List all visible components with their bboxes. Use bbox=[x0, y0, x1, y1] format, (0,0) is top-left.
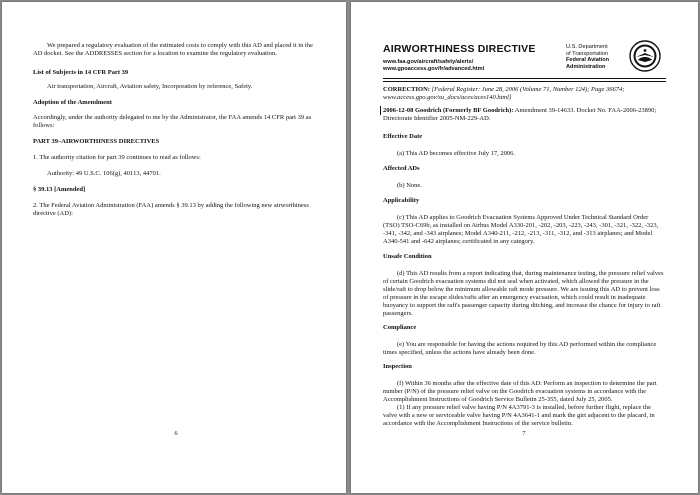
page-number: 6 bbox=[174, 430, 178, 437]
correction-ref: [Federal Register: June 28, 2006 (Volume 71, Number 124); Page 36674; bbox=[431, 86, 625, 93]
authority-text: Authority: 49 U.S.C. 106(g), 40113, 44701. bbox=[47, 170, 161, 177]
effective-date-text: (a) This AD becomes effective July 17, 2006. bbox=[397, 150, 515, 157]
faa-line-1: Federal Aviation bbox=[566, 57, 610, 64]
part-39-heading: PART 39–AIRWORTHINESS DIRECTIVES bbox=[33, 138, 160, 145]
applicability-heading: Applicability bbox=[383, 197, 420, 204]
airworthiness-directive-title: AIRWORTHINESS DIRECTIVE bbox=[383, 43, 536, 55]
dot-line-1: U.S. Department bbox=[566, 44, 608, 50]
header-rule-bottom bbox=[383, 81, 666, 82]
subjects-heading: List of Subjects in 14 CFR Part 39 bbox=[33, 69, 129, 76]
applicability-text: (c) This AD applies to Goodrich Evacuation Systems Approved Under Technical Standard Order (TSO) TSO-C69b, as installed on Airbus Model A330-201, -202, -203, -223, -243, -301, -321, -322, -323, -341, -342, and -343 airplanes; Model A340-211, -212, -213, -311, -312, and -313 airplanes; and Model A340-541 and -642 airplanes; certificated in any category. bbox=[383, 214, 659, 245]
dot-faa-label bbox=[566, 44, 628, 70]
compliance-text: (e) You are responsible for having the actions required by this AD performed within the compliance times specified, unless the actions have already been done. bbox=[383, 341, 657, 356]
correction-url[interactable]: www.access.gpo.gov/su_docs/aces/aces140.html] bbox=[383, 94, 512, 101]
regulatory-evaluation-paragraph: We prepared a regulatory evaluation of the estimated costs to comply with this AD and placed it in the AD docket. See the ADDRESSES section for a location to examine the regulatory evaluation. bbox=[33, 42, 313, 57]
dot-seal-icon bbox=[629, 40, 661, 72]
ad-number: 2006-12-08 Goodrich (Formerly BF Goodrich): bbox=[383, 107, 514, 114]
correction-note bbox=[383, 86, 666, 102]
inspection-text-1: (1) If any pressure relief valve having P/N 4A3791-3 is installed, before further flight, replace the valve with a new or serviceable valve having P/N 4A3641-1 and mark the girt adjacent to the placard, in accordance with the Accomplishment Instructions of the service bulletin. bbox=[383, 404, 655, 427]
unsafe-condition-text: (d) This AD results from a report indicating that, during maintenance testing, the pressure relief valves of certain Goodrich evacuation systems did not seal when activated, which allowed the pressure in the slide/raft to drop below the minimum allowable raft mode pressure. We are issuing this AD to prevent loss of pressure in the escape slides/rafts after an emergency evacuation, which could result in inadequate buoyancy to support the raft's passenger capacity during ditching, and increase the chance for injury to raft passengers. bbox=[383, 270, 664, 317]
section-39-13-heading: § 39.13 [Amended] bbox=[33, 186, 86, 193]
effective-date-heading: Effective Date bbox=[383, 133, 423, 140]
amends-item: 2. The Federal Aviation Administration (FAA) amends § 39.13 by adding the following new airworthiness directive (AD): bbox=[33, 202, 309, 217]
compliance-heading: Compliance bbox=[383, 324, 417, 331]
subjects-text: Air transportation, Aircraft, Aviation safety, Incorporation by reference, Safety. bbox=[47, 83, 253, 90]
header-rule-top bbox=[383, 78, 666, 79]
faa-alerts-link[interactable]: www.faa.gov/aircraft/safety/alerts/ bbox=[383, 59, 474, 65]
affected-ads-text: (b) None. bbox=[397, 182, 422, 189]
inspection-heading: Inspection bbox=[383, 363, 412, 370]
ad-amendment: Amendment 39-14633. Docket No. FAA-2006-23890; Directorate Identifier 2005-NM-229-AD. bbox=[383, 107, 657, 122]
dot-line-2: of Transportation bbox=[566, 50, 608, 57]
correction-label: CORRECTION: bbox=[383, 86, 430, 93]
faa-line-2: Administration bbox=[566, 63, 606, 70]
inspection-text-f: (f) Within 36 months after the effective date of this AD: Perform an inspection to determine the part number (P/N) of the pressure relief valve on the Goodrich evacuation systems in accordance with the Accomplishment Instructions of Goodrich Service Bulletin 25-355, dated July 25, 2005. bbox=[383, 380, 657, 403]
page-6 bbox=[2, 2, 346, 493]
page-7 bbox=[351, 2, 698, 493]
adoption-text: Accordingly, under the authority delegated to me by the Administrator, the FAA amends 14 CFR part 39 as follows: bbox=[33, 114, 312, 129]
adoption-heading: Adoption of the Amendment bbox=[33, 99, 112, 106]
page-number: 7 bbox=[522, 430, 526, 437]
unsafe-condition-heading: Unsafe Condition bbox=[383, 253, 432, 260]
change-bar bbox=[380, 106, 381, 115]
affected-ads-heading: Affected ADs bbox=[383, 165, 420, 172]
gpo-access-link[interactable]: www.gpoaccess.gov/fr/advanced.html bbox=[383, 66, 485, 72]
ad-identification bbox=[383, 107, 666, 123]
authority-citation-item: 1. The authority citation for part 39 continues to read as follows: bbox=[33, 154, 201, 161]
